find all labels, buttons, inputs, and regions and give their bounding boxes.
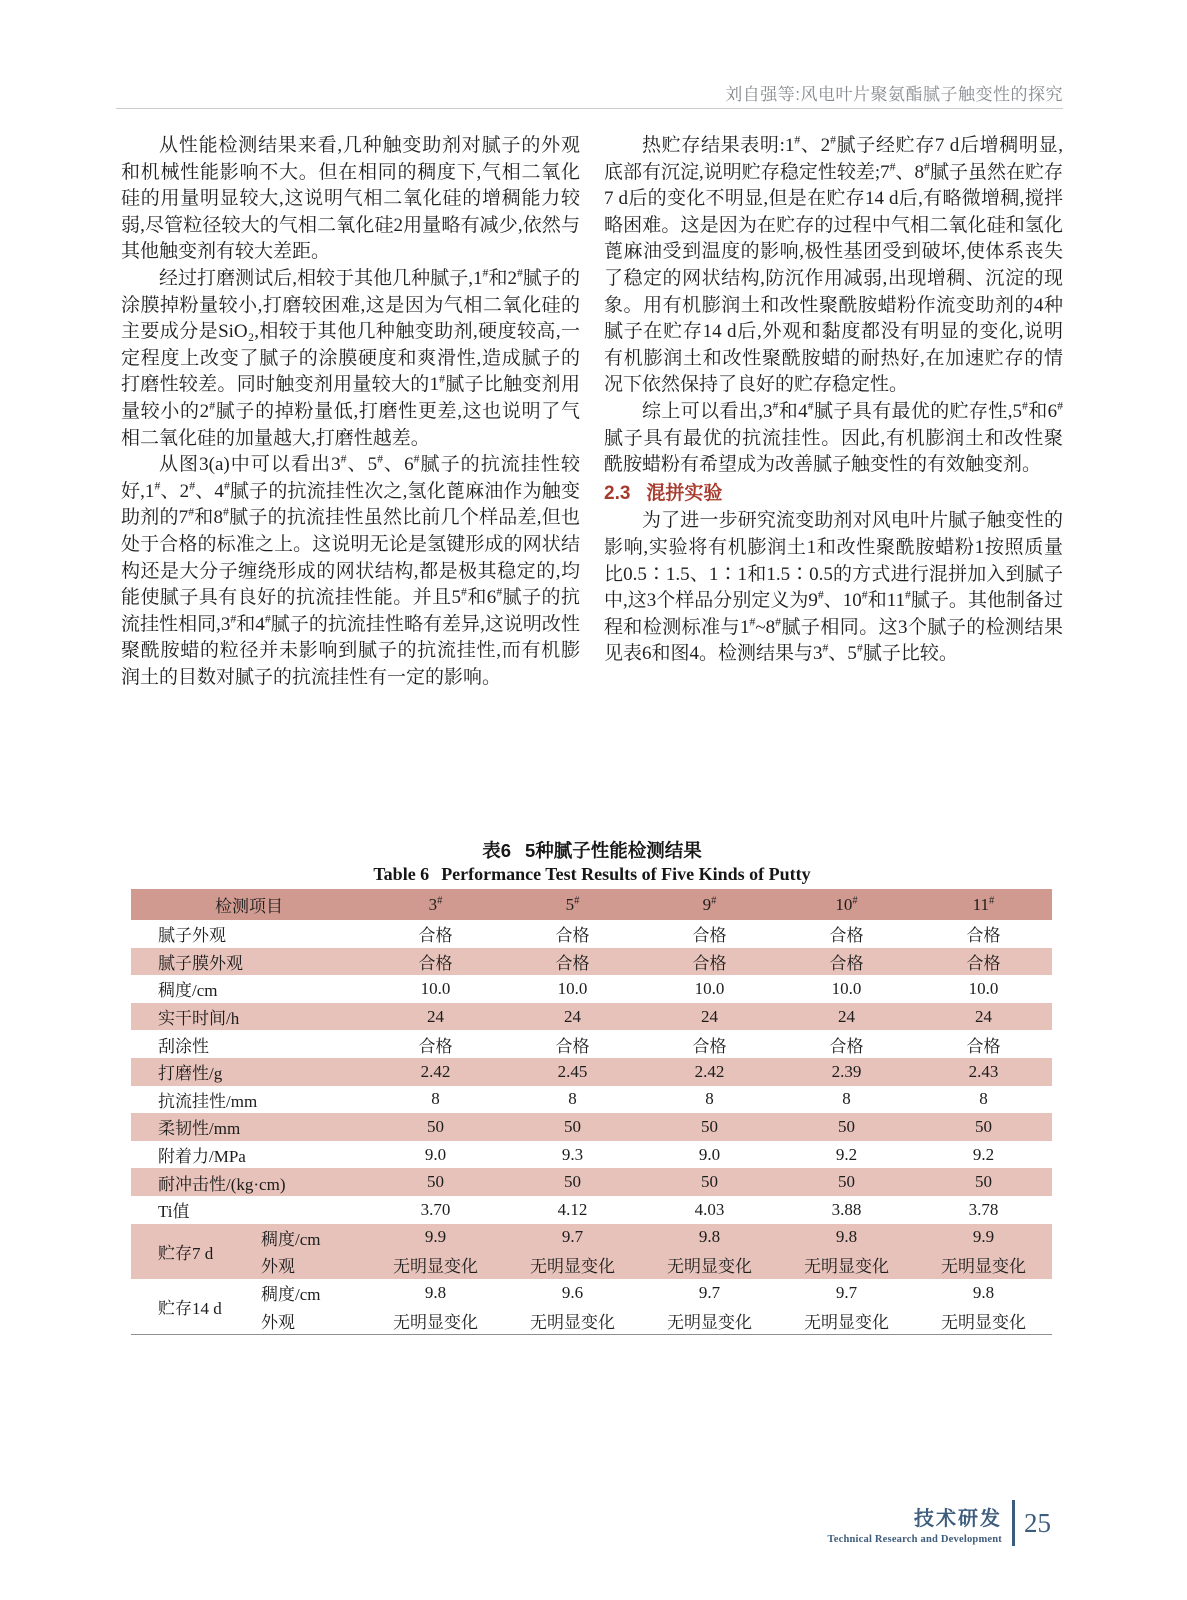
table-row	[131, 1030, 1052, 1058]
table-cell: 3.70	[420, 1199, 451, 1219]
table-cell: 9.8	[835, 1227, 858, 1247]
table-cell: 9.6	[561, 1282, 584, 1302]
table-cell: 合格	[418, 926, 453, 946]
table-title-en	[121, 864, 1063, 885]
table-cell: 合格	[692, 953, 727, 973]
table-cell: 50	[701, 1172, 718, 1192]
table-cell: 24	[427, 1006, 444, 1026]
table-cell: 9.8	[972, 1282, 995, 1302]
body-columns	[121, 133, 1063, 691]
row-label: Ti值	[158, 1202, 190, 1222]
table-cell: 3.88	[831, 1199, 862, 1219]
table-row	[131, 1003, 1052, 1031]
table-cell: 合格	[692, 1036, 727, 1056]
table-cell: 合格	[966, 953, 1001, 973]
footer-section	[827, 1502, 1002, 1545]
performance-table	[131, 889, 1052, 1335]
table-row	[131, 1086, 1052, 1114]
table-row	[131, 948, 1052, 976]
table-cell: 50	[838, 1116, 855, 1136]
table-cell: 合格	[555, 953, 590, 973]
sub-row-label: 稠度/cm	[261, 1285, 321, 1305]
table-row	[131, 1113, 1052, 1141]
footer-section-cn: 技术研发	[914, 1507, 1002, 1530]
column-header: 11#	[972, 894, 995, 914]
table-cell: 无明显变化	[393, 1257, 478, 1277]
table-cell: 50	[564, 1116, 581, 1136]
table-cell: 3.78	[968, 1199, 999, 1219]
table-cell: 合格	[829, 926, 864, 946]
table-row	[131, 975, 1052, 1003]
table-header-row	[131, 889, 1052, 920]
table-cell: 9.3	[561, 1144, 584, 1164]
paragraph-sanding: 经过打磨测试后,相较于其他几种腻子,1#和2#腻子的涂膜掉粉量较小,打磨较困难,这是因为气相二氧化硅的主要成分是SiO₂,相较于其他几种触变助剂,硬度较高,一定程度上改变了腻子的涂膜硬度和爽滑性,造成腻子的打磨性较差。同时触变剂用量较大的1#腻子比触变剂用量较小的2#腻子的掉粉量低,打磨性更差,这也说明了气相二氧化硅的加量越大,打磨性越差。	[121, 266, 580, 449]
table-cell: 9.8	[698, 1227, 721, 1247]
table-row	[131, 920, 1052, 948]
row-label: 腻子膜外观	[158, 953, 243, 973]
table-cell: 9.7	[698, 1282, 721, 1302]
table-cell: 50	[975, 1172, 992, 1192]
row-label: 稠度/cm	[158, 981, 218, 1001]
table-cell: 9.7	[835, 1282, 858, 1302]
table-row	[131, 1168, 1052, 1196]
section-number: 2.3	[604, 482, 631, 504]
table-cell: 9.9	[972, 1227, 995, 1247]
table-cell: 9.8	[424, 1282, 447, 1302]
sub-row-label: 外观	[261, 1257, 295, 1277]
table-cell: 合格	[966, 926, 1001, 946]
column-header: 9#	[702, 894, 717, 914]
table-cell: 2.43	[968, 1061, 999, 1081]
table-cell: 8	[431, 1089, 440, 1109]
table-cell: 10.0	[557, 978, 588, 998]
table-cell: 无明显变化	[667, 1257, 752, 1277]
table-cell: 8	[979, 1089, 988, 1109]
table-title-cn	[121, 837, 1063, 863]
row-label: 附着力/MPa	[158, 1147, 246, 1167]
table-row	[131, 1141, 1052, 1169]
table-cell: 24	[838, 1006, 855, 1026]
table-cell: 24	[975, 1006, 992, 1026]
table-cell: 10.0	[831, 978, 862, 998]
table-cell: 8	[568, 1089, 577, 1109]
table-cell: 无明显变化	[804, 1257, 889, 1277]
table-caption-en: Performance Test Results of Five Kinds of Putty	[441, 864, 811, 884]
table-cell: 10.0	[420, 978, 451, 998]
table-cell: 4.03	[694, 1199, 725, 1219]
storage-group-label: 贮存14 d	[158, 1298, 222, 1318]
table-storage-group	[131, 1279, 1052, 1334]
table-cell: 合格	[418, 1036, 453, 1056]
left-column	[121, 133, 580, 691]
row-label: 抗流挂性/mm	[158, 1091, 258, 1111]
table-cell: 合格	[829, 1036, 864, 1056]
table-cell: 9.7	[561, 1227, 584, 1247]
table-cell: 50	[975, 1116, 992, 1136]
column-header: 5#	[565, 894, 580, 914]
table-cell: 50	[427, 1116, 444, 1136]
column-header-label: 检测项目	[215, 897, 283, 916]
table-cell: 9.0	[698, 1144, 721, 1164]
table-cell: 合格	[829, 953, 864, 973]
table-storage-group	[131, 1224, 1052, 1279]
row-label: 柔韧性/mm	[158, 1119, 241, 1139]
row-label: 刮涂性	[158, 1036, 209, 1056]
table-cell: 合格	[555, 1036, 590, 1056]
table-cell: 无明显变化	[804, 1312, 889, 1332]
storage-group-label: 贮存7 d	[158, 1243, 214, 1263]
paragraph-sag-resistance: 从图3(a)中可以看出3#、5#、6#腻子的抗流挂性较好,1#、2#、4#腻子的抗流挂性次之,氢化蓖麻油作为触变助剂的7#和8#腻子的抗流挂性虽然比前几个样品差,但也处于合格的标准之上。这说明无论是氢键形成的网状结构还是大分子缠绕形成的网状结构,都是极其稳定的,均能使腻子具有良好的抗流挂性能。并且5#和6#腻子的抗流挂性相同,3#和4#腻子的抗流挂性略有差异,这说明改性聚酰胺蜡的粒径并未影响到腻子的抗流挂性,而有机膨润土的目数对腻子的抗流挂性有一定的影响。	[121, 452, 580, 688]
sub-row-label: 稠度/cm	[261, 1229, 321, 1249]
table-cell: 9.2	[835, 1144, 858, 1164]
paragraph-mixing-experiment: 为了进一步研究流变助剂对风电叶片腻子触变性的影响,实验将有机膨润土1和改性聚酰胺蜡粉1按照质量比0.5∶1.5、1∶1和1.5∶0.5的方式进行混拼加入到腻子中,这3个样品分别定义为9#、10#和11#腻子。其他制备过程和检测标准与1#~8#腻子相同。这3个腻子的检测结果见表6和图4。检测结果与3#、5#腻子比较。	[604, 510, 1063, 665]
table-cell: 合格	[966, 1036, 1001, 1056]
table-cell: 2.45	[557, 1061, 588, 1081]
right-column	[604, 133, 1063, 691]
table-cell: 2.39	[831, 1061, 862, 1081]
paragraph-performance: 从性能检测结果来看,几种触变助剂对腻子的外观和机械性能影响不大。但在相同的稠度下,气相二氧化硅的用量明显较大,这说明气相二氧化硅的增稠能力较弱,尽管粒径较大的气相二氧化硅2用量略有减少,依然与其他触变剂有较大差距。	[121, 135, 580, 263]
table-cell: 50	[564, 1172, 581, 1192]
row-label: 腻子外观	[158, 926, 226, 946]
table-number-cn: 表6	[482, 840, 511, 861]
table-cell: 合格	[418, 953, 453, 973]
running-header: 刘自强等:风电叶片聚氨酯腻子触变性的探究	[725, 85, 1063, 104]
table-cell: 无明显变化	[530, 1312, 615, 1332]
footer-section-en: Technical Research and Development	[827, 1533, 1002, 1545]
table-cell: 50	[427, 1172, 444, 1192]
table-cell: 9.9	[424, 1227, 447, 1247]
table-caption-cn: 5种腻子性能检测结果	[525, 840, 702, 861]
table-cell: 无明显变化	[530, 1257, 615, 1277]
row-label: 实干时间/h	[158, 1009, 240, 1029]
table-cell: 无明显变化	[941, 1312, 1026, 1332]
table-cell: 9.0	[424, 1144, 447, 1164]
table-cell: 8	[705, 1089, 714, 1109]
header-rule	[116, 108, 1063, 109]
paragraph-heat-storage: 热贮存结果表明:1#、2#腻子经贮存7 d后增稠明显,底部有沉淀,说明贮存稳定性较差;7#、8#腻子虽然在贮存7 d后的变化不明显,但是在贮存14 d后,有略微增稠,搅拌略困难。这是因为在贮存的过程中气相二氧化硅和氢化蓖麻油受到温度的影响,极性基团受到破坏,使体系丧失了稳定的网状结构,防沉作用减弱,出现增稠、沉淀的现象。用有机膨润土和改性聚酰胺蜡粉作流变助剂的4种腻子在贮存14 d后,外观和黏度都没有明显的变化,说明有机膨润土和改性聚酰胺蜡的耐热好,在加速贮存的情况下依然保持了良好的贮存稳定性。	[604, 133, 1063, 396]
table-row	[131, 1196, 1052, 1224]
section-title: 混拼实验	[646, 482, 723, 504]
table-cell: 合格	[692, 926, 727, 946]
table-number-en: Table 6	[373, 864, 430, 884]
table-cell: 24	[564, 1006, 581, 1026]
column-header: 3#	[428, 894, 443, 914]
table-cell: 24	[701, 1006, 718, 1026]
paragraph-summary: 综上可以看出,3#和4#腻子具有最优的贮存性,5#和6#腻子具有最优的抗流挂性。因此,有机膨润土和改性聚酰胺蜡粉有希望成为改善腻子触变性的有效触变剂。	[604, 399, 1063, 476]
table-cell: 9.2	[972, 1144, 995, 1164]
table-cell: 无明显变化	[393, 1312, 478, 1332]
row-label: 耐冲击性/(kg·cm)	[158, 1174, 286, 1194]
page-footer	[827, 1500, 1051, 1546]
table-cell: 无明显变化	[941, 1257, 1026, 1277]
table-cell: 4.12	[557, 1199, 588, 1219]
table-cell: 50	[838, 1172, 855, 1192]
table-cell: 10.0	[694, 978, 725, 998]
table-cell: 8	[842, 1089, 851, 1109]
table-row	[131, 1058, 1052, 1086]
footer-divider	[1012, 1500, 1015, 1546]
page-number: 25	[1024, 1507, 1051, 1538]
sub-row-label: 外观	[261, 1312, 295, 1332]
row-label: 打磨性/g	[158, 1064, 223, 1084]
table-cell: 50	[701, 1116, 718, 1136]
table-cell: 合格	[555, 926, 590, 946]
table-cell: 10.0	[968, 978, 999, 998]
column-header: 10#	[835, 894, 858, 914]
table-cell: 2.42	[694, 1061, 725, 1081]
table-cell: 2.42	[420, 1061, 451, 1081]
section-heading-2-3	[604, 481, 1063, 508]
table-cell: 无明显变化	[667, 1312, 752, 1332]
